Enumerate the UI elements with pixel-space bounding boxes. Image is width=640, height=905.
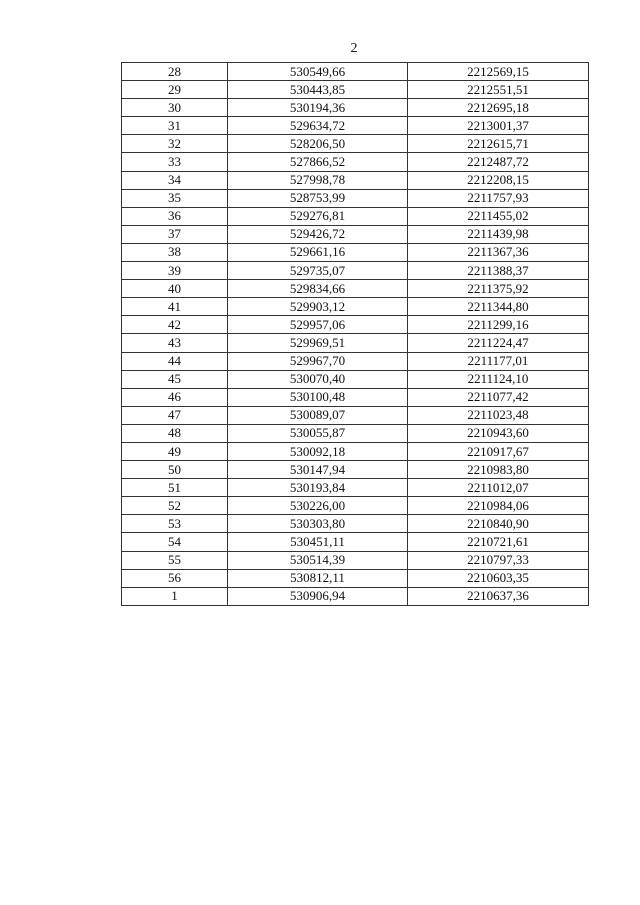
point-number-cell: 29 bbox=[122, 81, 228, 99]
y-coordinate-cell: 2211344,80 bbox=[408, 298, 589, 316]
y-coordinate-cell: 2211439,98 bbox=[408, 225, 589, 243]
y-coordinate-cell: 2211012,07 bbox=[408, 479, 589, 497]
y-coordinate-cell: 2210603,35 bbox=[408, 569, 589, 587]
table-row bbox=[122, 461, 589, 479]
table-row bbox=[122, 587, 589, 605]
point-number-cell: 35 bbox=[122, 189, 228, 207]
y-coordinate-cell: 2210637,36 bbox=[408, 587, 589, 605]
table-row bbox=[122, 117, 589, 135]
x-coordinate-cell: 530147,94 bbox=[228, 461, 408, 479]
y-coordinate-cell: 2210984,06 bbox=[408, 497, 589, 515]
table-row bbox=[122, 352, 589, 370]
y-coordinate-cell: 2212569,15 bbox=[408, 63, 589, 81]
y-coordinate-cell: 2210721,61 bbox=[408, 533, 589, 551]
point-number-cell: 47 bbox=[122, 406, 228, 424]
x-coordinate-cell: 530812,11 bbox=[228, 569, 408, 587]
x-coordinate-cell: 527866,52 bbox=[228, 153, 408, 171]
point-number-cell: 33 bbox=[122, 153, 228, 171]
point-number-cell: 1 bbox=[122, 587, 228, 605]
y-coordinate-cell: 2212695,18 bbox=[408, 99, 589, 117]
table-row bbox=[122, 551, 589, 569]
x-coordinate-cell: 529967,70 bbox=[228, 352, 408, 370]
x-coordinate-cell: 530089,07 bbox=[228, 406, 408, 424]
point-number-cell: 32 bbox=[122, 135, 228, 153]
x-coordinate-cell: 530906,94 bbox=[228, 587, 408, 605]
point-number-cell: 44 bbox=[122, 352, 228, 370]
point-number-cell: 39 bbox=[122, 262, 228, 280]
table-row bbox=[122, 515, 589, 533]
y-coordinate-cell: 2211124,10 bbox=[408, 370, 589, 388]
table-row bbox=[122, 171, 589, 189]
y-coordinate-cell: 2211299,16 bbox=[408, 316, 589, 334]
coordinates-table-body bbox=[122, 63, 589, 606]
y-coordinate-cell: 2212551,51 bbox=[408, 81, 589, 99]
table-row bbox=[122, 316, 589, 334]
y-coordinate-cell: 2211455,02 bbox=[408, 207, 589, 225]
y-coordinate-cell: 2212487,72 bbox=[408, 153, 589, 171]
x-coordinate-cell: 530055,87 bbox=[228, 424, 408, 442]
point-number-cell: 30 bbox=[122, 99, 228, 117]
y-coordinate-cell: 2212615,71 bbox=[408, 135, 589, 153]
x-coordinate-cell: 529735,07 bbox=[228, 262, 408, 280]
x-coordinate-cell: 529903,12 bbox=[228, 298, 408, 316]
y-coordinate-cell: 2211388,37 bbox=[408, 262, 589, 280]
table-row bbox=[122, 479, 589, 497]
y-coordinate-cell: 2211177,01 bbox=[408, 352, 589, 370]
table-row bbox=[122, 153, 589, 171]
table-row bbox=[122, 243, 589, 261]
point-number-cell: 54 bbox=[122, 533, 228, 551]
table-row bbox=[122, 497, 589, 515]
x-coordinate-cell: 530100,48 bbox=[228, 388, 408, 406]
table-row bbox=[122, 533, 589, 551]
y-coordinate-cell: 2212208,15 bbox=[408, 171, 589, 189]
point-number-cell: 31 bbox=[122, 117, 228, 135]
x-coordinate-cell: 530193,84 bbox=[228, 479, 408, 497]
table-row bbox=[122, 424, 589, 442]
point-number-cell: 41 bbox=[122, 298, 228, 316]
x-coordinate-cell: 528753,99 bbox=[228, 189, 408, 207]
point-number-cell: 37 bbox=[122, 225, 228, 243]
y-coordinate-cell: 2210797,33 bbox=[408, 551, 589, 569]
point-number-cell: 49 bbox=[122, 442, 228, 460]
table-row bbox=[122, 189, 589, 207]
x-coordinate-cell: 530070,40 bbox=[228, 370, 408, 388]
x-coordinate-cell: 530194,36 bbox=[228, 99, 408, 117]
table-row bbox=[122, 280, 589, 298]
page-number: 2 bbox=[350, 41, 358, 56]
point-number-cell: 50 bbox=[122, 461, 228, 479]
x-coordinate-cell: 529834,66 bbox=[228, 280, 408, 298]
point-number-cell: 43 bbox=[122, 334, 228, 352]
x-coordinate-cell: 530549,66 bbox=[228, 63, 408, 81]
x-coordinate-cell: 530451,11 bbox=[228, 533, 408, 551]
x-coordinate-cell: 529276,81 bbox=[228, 207, 408, 225]
y-coordinate-cell: 2211023,48 bbox=[408, 406, 589, 424]
x-coordinate-cell: 529957,06 bbox=[228, 316, 408, 334]
y-coordinate-cell: 2211077,42 bbox=[408, 388, 589, 406]
table-row bbox=[122, 262, 589, 280]
table-row bbox=[122, 442, 589, 460]
table-row bbox=[122, 135, 589, 153]
x-coordinate-cell: 530443,85 bbox=[228, 81, 408, 99]
x-coordinate-cell: 529634,72 bbox=[228, 117, 408, 135]
point-number-cell: 38 bbox=[122, 243, 228, 261]
point-number-cell: 34 bbox=[122, 171, 228, 189]
table-row bbox=[122, 81, 589, 99]
y-coordinate-cell: 2211224,47 bbox=[408, 334, 589, 352]
point-number-cell: 52 bbox=[122, 497, 228, 515]
table-row bbox=[122, 63, 589, 81]
table-row bbox=[122, 388, 589, 406]
point-number-cell: 36 bbox=[122, 207, 228, 225]
table-row bbox=[122, 99, 589, 117]
point-number-cell: 51 bbox=[122, 479, 228, 497]
point-number-cell: 53 bbox=[122, 515, 228, 533]
point-number-cell: 46 bbox=[122, 388, 228, 406]
y-coordinate-cell: 2210983,80 bbox=[408, 461, 589, 479]
y-coordinate-cell: 2213001,37 bbox=[408, 117, 589, 135]
point-number-cell: 28 bbox=[122, 63, 228, 81]
table-row bbox=[122, 334, 589, 352]
x-coordinate-cell: 527998,78 bbox=[228, 171, 408, 189]
table-row bbox=[122, 370, 589, 388]
x-coordinate-cell: 530303,80 bbox=[228, 515, 408, 533]
point-number-cell: 40 bbox=[122, 280, 228, 298]
y-coordinate-cell: 2211375,92 bbox=[408, 280, 589, 298]
x-coordinate-cell: 530226,00 bbox=[228, 497, 408, 515]
point-number-cell: 55 bbox=[122, 551, 228, 569]
point-number-cell: 45 bbox=[122, 370, 228, 388]
x-coordinate-cell: 530514,39 bbox=[228, 551, 408, 569]
x-coordinate-cell: 529426,72 bbox=[228, 225, 408, 243]
table-row bbox=[122, 298, 589, 316]
x-coordinate-cell: 529661,16 bbox=[228, 243, 408, 261]
y-coordinate-cell: 2210943,60 bbox=[408, 424, 589, 442]
table-row bbox=[122, 207, 589, 225]
point-number-cell: 56 bbox=[122, 569, 228, 587]
table-row bbox=[122, 569, 589, 587]
point-number-cell: 48 bbox=[122, 424, 228, 442]
x-coordinate-cell: 530092,18 bbox=[228, 442, 408, 460]
y-coordinate-cell: 2211757,93 bbox=[408, 189, 589, 207]
table-row bbox=[122, 406, 589, 424]
x-coordinate-cell: 528206,50 bbox=[228, 135, 408, 153]
y-coordinate-cell: 2210840,90 bbox=[408, 515, 589, 533]
table-row bbox=[122, 225, 589, 243]
y-coordinate-cell: 2211367,36 bbox=[408, 243, 589, 261]
y-coordinate-cell: 2210917,67 bbox=[408, 442, 589, 460]
point-number-cell: 42 bbox=[122, 316, 228, 334]
x-coordinate-cell: 529969,51 bbox=[228, 334, 408, 352]
coordinates-table bbox=[121, 62, 589, 606]
